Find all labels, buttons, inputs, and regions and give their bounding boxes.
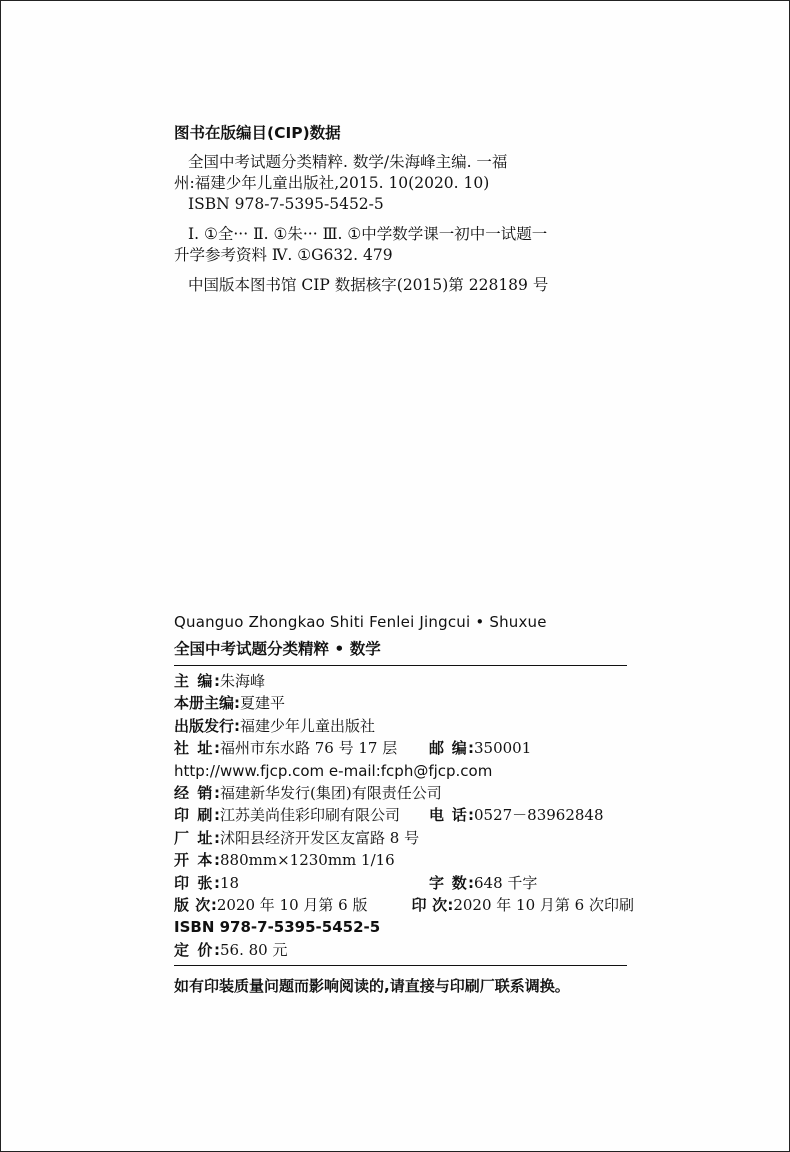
- phone-label: 电 话:: [429, 806, 474, 825]
- cip-line: Ⅰ. ①全··· Ⅱ. ①朱··· Ⅲ. ①中学数学课一初中一试题一: [188, 225, 548, 243]
- printing-label: 印 次:: [411, 895, 454, 914]
- web-email-row: [174, 760, 634, 782]
- volume-editor-row: [174, 692, 634, 714]
- isbn-row: [174, 916, 634, 938]
- cip-isbn: ISBN 978-7-5395-5452-5: [188, 195, 384, 213]
- volume-editor-label: 本册主编:: [174, 694, 240, 713]
- cip-line: 全国中考试题分类精粹. 数学/朱海峰主编. 一福: [188, 153, 508, 171]
- words-label: 字 数:: [429, 873, 474, 892]
- address-row: [174, 737, 634, 759]
- divider: [174, 965, 627, 966]
- editor-row: [174, 670, 634, 692]
- postcode-value: 350001: [474, 739, 532, 758]
- cip-number: 中国版本图书馆 CIP 数据核字(2015)第 228189 号: [188, 276, 549, 294]
- format-row: [174, 849, 634, 871]
- isbn-value: ISBN 978-7-5395-5452-5: [174, 918, 381, 937]
- sheets-row: [174, 872, 634, 894]
- factory-value: 沭阳县经济开发区友富路 8 号: [220, 828, 420, 847]
- colophon-block: [174, 613, 634, 996]
- volume-editor-value: 夏建平: [240, 694, 286, 713]
- editor-label: 主 编:: [174, 672, 220, 690]
- format-value: 880mm×1230mm 1/16: [220, 851, 395, 870]
- publisher-row: [174, 715, 634, 737]
- editor-value: 朱海峰: [220, 672, 266, 690]
- distributor-label: 经 销:: [174, 783, 220, 802]
- edition-row: [174, 894, 634, 916]
- address-value: 福州市东水路 76 号 17 层: [220, 739, 398, 758]
- format-label: 开 本:: [174, 851, 220, 870]
- phone-value: 0527－83962848: [474, 806, 604, 825]
- price-row: [174, 939, 634, 961]
- distributor-row: [174, 782, 634, 804]
- publisher-value: 福建少年儿童出版社: [240, 716, 376, 735]
- words-value: 648 千字: [474, 873, 538, 892]
- book-title: 全国中考试题分类精粹 • 数学: [174, 640, 381, 658]
- factory-row: [174, 827, 634, 849]
- price-value: 56. 80 元: [220, 940, 288, 959]
- edition-label: 版 次:: [174, 895, 217, 914]
- printer-label: 印 刷:: [174, 806, 220, 825]
- sheets-value: 18: [220, 873, 240, 892]
- sheets-label: 印 张:: [174, 873, 220, 892]
- colophon-rows: [174, 666, 634, 961]
- printer-row: [174, 804, 634, 826]
- pinyin-title: Quanguo Zhongkao Shiti Fenlei Jingcui • Shuxue: [174, 613, 547, 631]
- cip-heading: 图书在版编目(CIP)数据: [174, 124, 341, 142]
- print-quality-notice: 如有印装质量问题而影响阅读的,请直接与印刷厂联系调换。: [174, 977, 570, 996]
- cip-line: 州:福建少年儿童出版社,2015. 10(2020. 10): [174, 174, 490, 192]
- edition-value: 2020 年 10 月第 6 版: [216, 895, 368, 914]
- cip-line: 升学参考资料 Ⅳ. ①G632. 479: [174, 246, 393, 264]
- distributor-value: 福建新华发行(集团)有限责任公司: [220, 783, 442, 802]
- printer-value: 江苏美尚佳彩印刷有限公司: [220, 806, 401, 825]
- publisher-label: 出版发行:: [174, 716, 240, 735]
- postcode-label: 邮 编:: [429, 739, 474, 758]
- factory-label: 厂 址:: [174, 828, 220, 847]
- address-label: 社 址:: [174, 739, 220, 758]
- web-email-value: http://www.fjcp.com e-mail:fcph@fjcp.com: [174, 761, 493, 780]
- cip-data-block: [174, 123, 654, 296]
- price-label: 定 价:: [174, 940, 220, 959]
- printing-value: 2020 年 10 月第 6 次印刷: [453, 895, 634, 914]
